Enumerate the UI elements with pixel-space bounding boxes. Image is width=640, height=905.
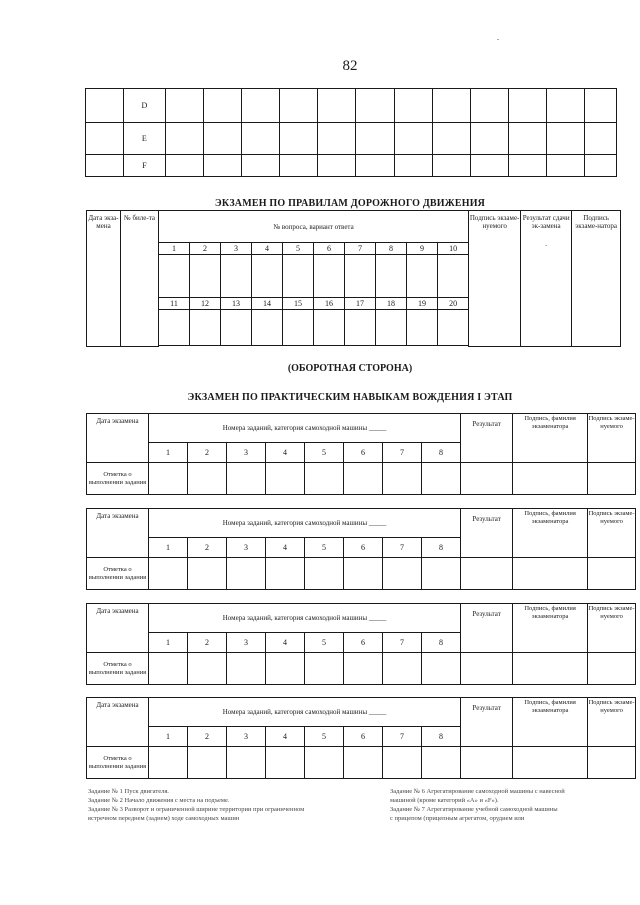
task-number-cell: 5 [305, 633, 344, 653]
practical-tasks-header: Номера заданий, категория самоходной машины _____ [149, 698, 461, 727]
task-number-cell: 4 [266, 538, 305, 558]
row-label-f: F [124, 155, 165, 177]
theory-date-header: Дата экза-мена [87, 211, 121, 347]
task-number-cell: 6 [344, 633, 383, 653]
answer-cell [345, 255, 376, 298]
practical-mark-cell [227, 747, 266, 779]
question-number-cell: 3 [221, 243, 252, 255]
practical-mark-cell [422, 653, 461, 685]
practical-exam-table [86, 697, 636, 779]
theory-exam-table [86, 210, 621, 347]
task-number-cell: 1 [149, 538, 188, 558]
task-number-cell: 6 [344, 443, 383, 463]
row-label-d: D [124, 89, 165, 123]
task-number-cell: 2 [188, 538, 227, 558]
theory-sign-candidate-header: Подпись экзаме-нуемого [469, 211, 521, 347]
task-number-cell: 3 [227, 727, 266, 747]
practical-mark-label: Отметка о выполнении задания [87, 653, 149, 685]
practical-mark-cell [149, 747, 188, 779]
task-number-cell: 8 [422, 727, 461, 747]
question-number-cell: 5 [283, 243, 314, 255]
theory-result-mark: . [545, 240, 548, 248]
practical-mark-cell [383, 463, 422, 495]
footnotes-left [88, 787, 388, 823]
practical-mark-cell [344, 653, 383, 685]
practical-mark-cell [513, 558, 588, 590]
practical-mark-cell [227, 558, 266, 590]
practical-result-header: Результат [461, 698, 513, 747]
practical-mark-cell [383, 747, 422, 779]
footnote-task-3-cont: встречном переднем (заднем) ходе самоходных машин [88, 815, 240, 822]
practical-sign-candidate-header: Подпись экзаме-нуемого [588, 604, 636, 653]
practical-mark-cell [266, 653, 305, 685]
practical-sign-examiner-header: Подпись, фамилия экзаменатора [513, 414, 588, 463]
practical-exam-table [86, 413, 636, 495]
answer-cell [252, 255, 283, 298]
practical-mark-cell [513, 463, 588, 495]
practical-date-header: Дата экзамена [87, 604, 149, 653]
practical-tasks-header: Номера заданий, категория самоходной машины _____ [149, 414, 461, 443]
practical-mark-cell [344, 747, 383, 779]
question-number-cell: 11 [159, 298, 190, 310]
task-number-cell: 7 [383, 443, 422, 463]
practical-mark-cell [344, 558, 383, 590]
practical-mark-cell [149, 463, 188, 495]
practical-mark-cell [422, 747, 461, 779]
question-number-cell: 15 [283, 298, 314, 310]
answer-cell [221, 255, 252, 298]
task-number-cell: 5 [305, 443, 344, 463]
practical-mark-cell [305, 747, 344, 779]
task-number-cell: 3 [227, 538, 266, 558]
task-number-cell: 3 [227, 633, 266, 653]
question-number-cell: 17 [345, 298, 376, 310]
task-number-cell: 2 [188, 443, 227, 463]
footnote-task-3: Задание № 3 Разворот и ограниченной ширине территории при ограниченном [88, 806, 305, 813]
practical-mark-cell [461, 463, 513, 495]
footnote-task-7-cont: с прицепом (прицепным агрегатом, орудием или [390, 815, 525, 822]
question-number-cell: 18 [376, 298, 407, 310]
practical-exam-table [86, 603, 636, 685]
row-label-e: E [124, 123, 165, 155]
practical-mark-cell [188, 463, 227, 495]
grid-row-e [86, 123, 617, 155]
theory-result-header [521, 211, 572, 347]
answer-cell [221, 310, 252, 346]
practical-exam-title: ЭКЗАМЕН ПО ПРАКТИЧЕСКИМ НАВЫКАМ ВОЖДЕНИЯ I ЭТАП [187, 392, 513, 403]
practical-sign-candidate-header: Подпись экзаме-нуемого [588, 414, 636, 463]
theory-ticket-header: № биле-та [121, 211, 159, 347]
task-number-cell: 8 [422, 443, 461, 463]
task-number-cell: 3 [227, 443, 266, 463]
practical-mark-cell [305, 653, 344, 685]
answer-cell [159, 310, 190, 346]
answer-cell [438, 255, 469, 298]
question-number-cell: 7 [345, 243, 376, 255]
question-number-cell: 2 [190, 243, 221, 255]
practical-mark-cell [227, 653, 266, 685]
practical-mark-cell [461, 653, 513, 685]
answer-cell [314, 310, 345, 346]
practical-mark-cell [588, 558, 636, 590]
answer-cell [376, 310, 407, 346]
answer-cell [345, 310, 376, 346]
practical-tasks-header: Номера заданий, категория самоходной машины _____ [149, 509, 461, 538]
practical-mark-cell [149, 558, 188, 590]
practical-exam-table [86, 508, 636, 590]
grid-row-f [86, 155, 617, 177]
practical-sign-candidate-header: Подпись экзаме-нуемого [588, 509, 636, 558]
answer-cell [407, 255, 438, 298]
footnotes-right [390, 787, 625, 823]
practical-mark-cell [461, 558, 513, 590]
answer-cell [190, 310, 221, 346]
question-number-cell: 19 [407, 298, 438, 310]
footnote-task-2: Задание № 2 Начало движения с места на подъеме. [88, 797, 230, 804]
answer-cell [376, 255, 407, 298]
practical-mark-cell [461, 747, 513, 779]
theory-questions-header: № вопроса, вариант ответа [159, 211, 469, 243]
answer-cell [314, 255, 345, 298]
question-number-cell: 14 [252, 298, 283, 310]
practical-mark-cell [588, 463, 636, 495]
task-number-cell: 4 [266, 443, 305, 463]
practical-mark-cell [344, 463, 383, 495]
practical-sign-candidate-header: Подпись экзаме-нуемого [588, 698, 636, 747]
practical-mark-cell [188, 558, 227, 590]
answer-cell [283, 310, 314, 346]
practical-date-header: Дата экзамена [87, 509, 149, 558]
answer-cell [159, 255, 190, 298]
task-number-cell: 5 [305, 538, 344, 558]
task-number-cell: 7 [383, 727, 422, 747]
question-number-cell: 8 [376, 243, 407, 255]
practical-mark-cell [188, 653, 227, 685]
task-number-cell: 5 [305, 727, 344, 747]
practical-mark-cell [422, 463, 461, 495]
theory-exam-title: ЭКЗАМЕН ПО ПРАВИЛАМ ДОРОЖНОГО ДВИЖЕНИЯ [214, 198, 486, 209]
question-number-cell: 10 [438, 243, 469, 255]
practical-mark-cell [588, 653, 636, 685]
answer-cell [283, 255, 314, 298]
practical-mark-cell [305, 463, 344, 495]
task-number-cell: 1 [149, 443, 188, 463]
footnote-task-7: Задание № 7 Агрегатирование учебной самоходной машины [390, 806, 558, 813]
practical-date-header: Дата экзамена [87, 414, 149, 463]
task-number-cell: 7 [383, 633, 422, 653]
practical-mark-cell [149, 653, 188, 685]
answer-cell [190, 255, 221, 298]
practical-date-header: Дата экзамена [87, 698, 149, 747]
answer-cell [407, 310, 438, 346]
practical-result-header: Результат [461, 509, 513, 558]
task-number-cell: 6 [344, 727, 383, 747]
question-number-cell: 13 [221, 298, 252, 310]
task-number-cell: 4 [266, 727, 305, 747]
task-number-cell: 2 [188, 727, 227, 747]
task-number-cell: 1 [149, 727, 188, 747]
corner-mark: . [497, 33, 499, 42]
task-number-cell: 2 [188, 633, 227, 653]
practical-mark-cell [383, 558, 422, 590]
practical-result-header: Результат [461, 604, 513, 653]
practical-mark-cell [513, 653, 588, 685]
page-number: 82 [342, 58, 358, 74]
practical-sign-examiner-header: Подпись, фамилия экзаменатора [513, 509, 588, 558]
answer-cell [438, 310, 469, 346]
footnote-task-1: Задание № 1 Пуск двигателя. [88, 788, 169, 795]
question-number-cell: 9 [407, 243, 438, 255]
question-number-cell: 16 [314, 298, 345, 310]
practical-mark-cell [422, 558, 461, 590]
question-number-cell: 1 [159, 243, 190, 255]
practical-mark-cell [383, 653, 422, 685]
practical-mark-cell [305, 558, 344, 590]
task-number-cell: 6 [344, 538, 383, 558]
theory-sign-examiner-header: Подпись экзаме-натора [572, 211, 621, 347]
practical-mark-label: Отметка о выполнении задания [87, 463, 149, 495]
practical-sign-examiner-header: Подпись, фамилия экзаменатора [513, 604, 588, 653]
practical-mark-cell [266, 747, 305, 779]
question-number-cell: 6 [314, 243, 345, 255]
practical-mark-label: Отметка о выполнении задания [87, 747, 149, 779]
question-number-cell: 12 [190, 298, 221, 310]
theory-result-label: Результат сдачи эк-замена [522, 214, 570, 230]
task-number-cell: 7 [383, 538, 422, 558]
question-number-cell: 20 [438, 298, 469, 310]
practical-mark-label: Отметка о выполнении задания [87, 558, 149, 590]
practical-mark-cell [266, 463, 305, 495]
reverse-side-label: (ОБОРОТНАЯ СТОРОНА) [287, 363, 413, 374]
top-grid-table [85, 88, 617, 177]
answer-cell [252, 310, 283, 346]
task-number-cell: 4 [266, 633, 305, 653]
task-number-cell: 8 [422, 633, 461, 653]
footnote-task-6-cont: машиной (кроме категорий «А» и «F»). [390, 797, 499, 804]
practical-sign-examiner-header: Подпись, фамилия экзаменатора [513, 698, 588, 747]
grid-row-d [86, 89, 617, 123]
practical-mark-cell [513, 747, 588, 779]
practical-mark-cell [227, 463, 266, 495]
task-number-cell: 8 [422, 538, 461, 558]
practical-mark-cell [588, 747, 636, 779]
practical-mark-cell [266, 558, 305, 590]
practical-tasks-header: Номера заданий, категория самоходной машины _____ [149, 604, 461, 633]
practical-result-header: Результат [461, 414, 513, 463]
footnote-task-6: Задание № 6 Агрегатирование самоходной машины с навесной [390, 788, 565, 795]
task-number-cell: 1 [149, 633, 188, 653]
question-number-cell: 4 [252, 243, 283, 255]
practical-mark-cell [188, 747, 227, 779]
